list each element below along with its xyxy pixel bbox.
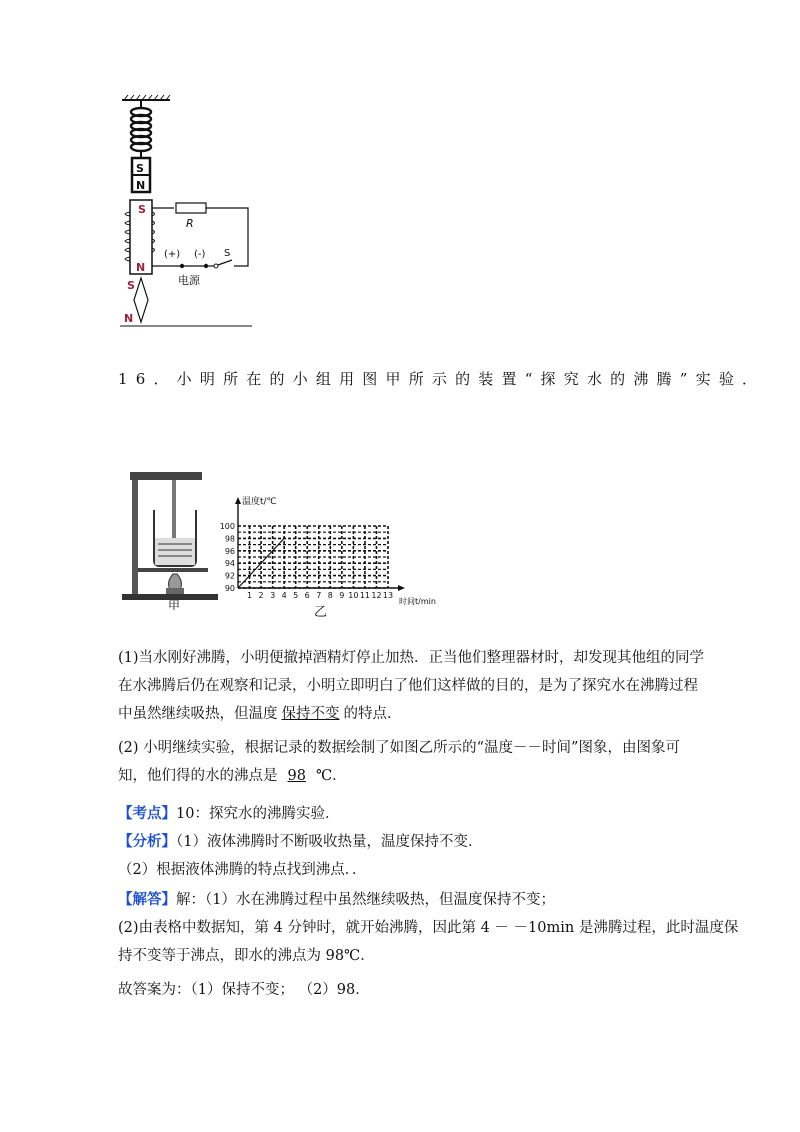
needle-bottom-pole: N	[124, 312, 134, 325]
p2-answer: 98	[287, 768, 306, 784]
jieda-line-3: 持不变等于沸点，即水的沸点为 98℃．	[118, 948, 375, 964]
switch-label: S	[224, 248, 231, 259]
y-tick-label: 100	[219, 522, 235, 531]
fenxi-text: （1）液体沸腾时不断吸收热量，温度保持不变．	[176, 834, 483, 850]
y-tick-label: 92	[224, 571, 235, 581]
y-tick-label: 94	[224, 559, 235, 569]
jieda-tag: 【解答】	[118, 891, 176, 908]
x-axis-arrow	[398, 585, 405, 591]
jieda-line	[118, 888, 555, 909]
question-title: 16．小明所在的小组用图甲所示的装置“探究水的沸腾”实验．	[118, 370, 766, 388]
fenxi-line	[118, 830, 482, 851]
y-tick-label: 90	[224, 584, 235, 593]
final-answer: 故答案为：（1）保持不变； （2）98．	[118, 982, 370, 998]
p1-line1: (1)当水刚好沸腾，小明便撤掉酒精灯停止加热．正当他们整理器材时，却发现其他组的同学	[118, 650, 705, 666]
minus-terminal: (-)	[194, 249, 206, 260]
coil-bottom-pole: N	[136, 261, 146, 274]
x-tick-label: 2	[258, 591, 264, 600]
paragraph-1	[118, 648, 708, 732]
kaodian-line	[118, 802, 339, 823]
x-tick-label: 12	[371, 591, 382, 600]
x-tick-label: 9	[339, 591, 345, 600]
y-tick-label: 96	[224, 546, 235, 556]
chart-label-yi: 乙	[314, 605, 328, 620]
x-tick-label: 13	[382, 591, 394, 600]
plus-terminal: (+)	[164, 249, 181, 260]
x-tick-label: 7	[316, 591, 322, 600]
x-tick-label: 5	[293, 591, 299, 600]
p1-line3-pre: 中虽然继续吸热，但温度	[118, 706, 278, 722]
p1-line3-post: 的特点．	[343, 706, 402, 722]
p1-answer: 保持不变	[281, 706, 340, 722]
fenxi-line-2: （2）根据液体沸腾的特点找到沸点．．	[118, 862, 367, 878]
p2-line2-pre: 知，他们得的水的沸点是	[118, 768, 278, 784]
p1-line2: 在水沸腾后仍在观察和记录，小明立即明白了他们这样做的目的，是为了探究水在沸腾过程	[118, 678, 698, 694]
temperature-time-chart	[212, 492, 472, 622]
jieda-line-2: (2)由表格中数据知，第 4 分钟时，就开始沸腾，因此第 4 － －10min 是沸腾过程，此时温度保	[118, 920, 739, 936]
p2-line2-post: ℃．	[315, 768, 347, 784]
fenxi-tag: 【分析】	[118, 833, 176, 850]
x-tick-label: 1	[246, 591, 253, 600]
needle-top-pole: S	[127, 279, 135, 292]
x-tick-label: 4	[281, 591, 287, 600]
electromagnet-figure	[110, 90, 270, 330]
apparatus-label-jia: 甲	[168, 599, 181, 610]
p2-line1: (2) 小明继续实验，根据记录的数据绘制了如图乙所示的“温度－－时间”图象，由图象可	[118, 740, 680, 756]
paragraph-2	[118, 738, 708, 794]
jieda-text: 解：（1）水在沸腾过程中虽然继续吸热，但温度保持不变；	[176, 892, 555, 908]
magnet-top-pole: S	[136, 162, 144, 175]
kaodian-text: 10：探究水的沸腾实验．	[176, 806, 340, 822]
x-tick-label: 11	[359, 591, 371, 600]
chart-ylabel: 温度t/℃	[242, 497, 277, 507]
power-source-label: 电源	[178, 274, 200, 287]
chart-xlabel: 时间t/min	[399, 597, 436, 606]
kaodian-tag: 【考点】	[118, 805, 176, 822]
x-tick-label: 8	[327, 591, 333, 600]
coil-top-pole: S	[138, 203, 146, 216]
y-axis-arrow	[235, 497, 241, 504]
x-tick-label: 6	[304, 591, 310, 600]
magnet-bottom-pole: N	[136, 179, 146, 192]
resistor-label: R	[186, 217, 194, 230]
x-tick-label: 3	[270, 591, 276, 600]
x-tick-label: 10	[348, 591, 359, 600]
y-tick-label: 98	[224, 534, 235, 544]
